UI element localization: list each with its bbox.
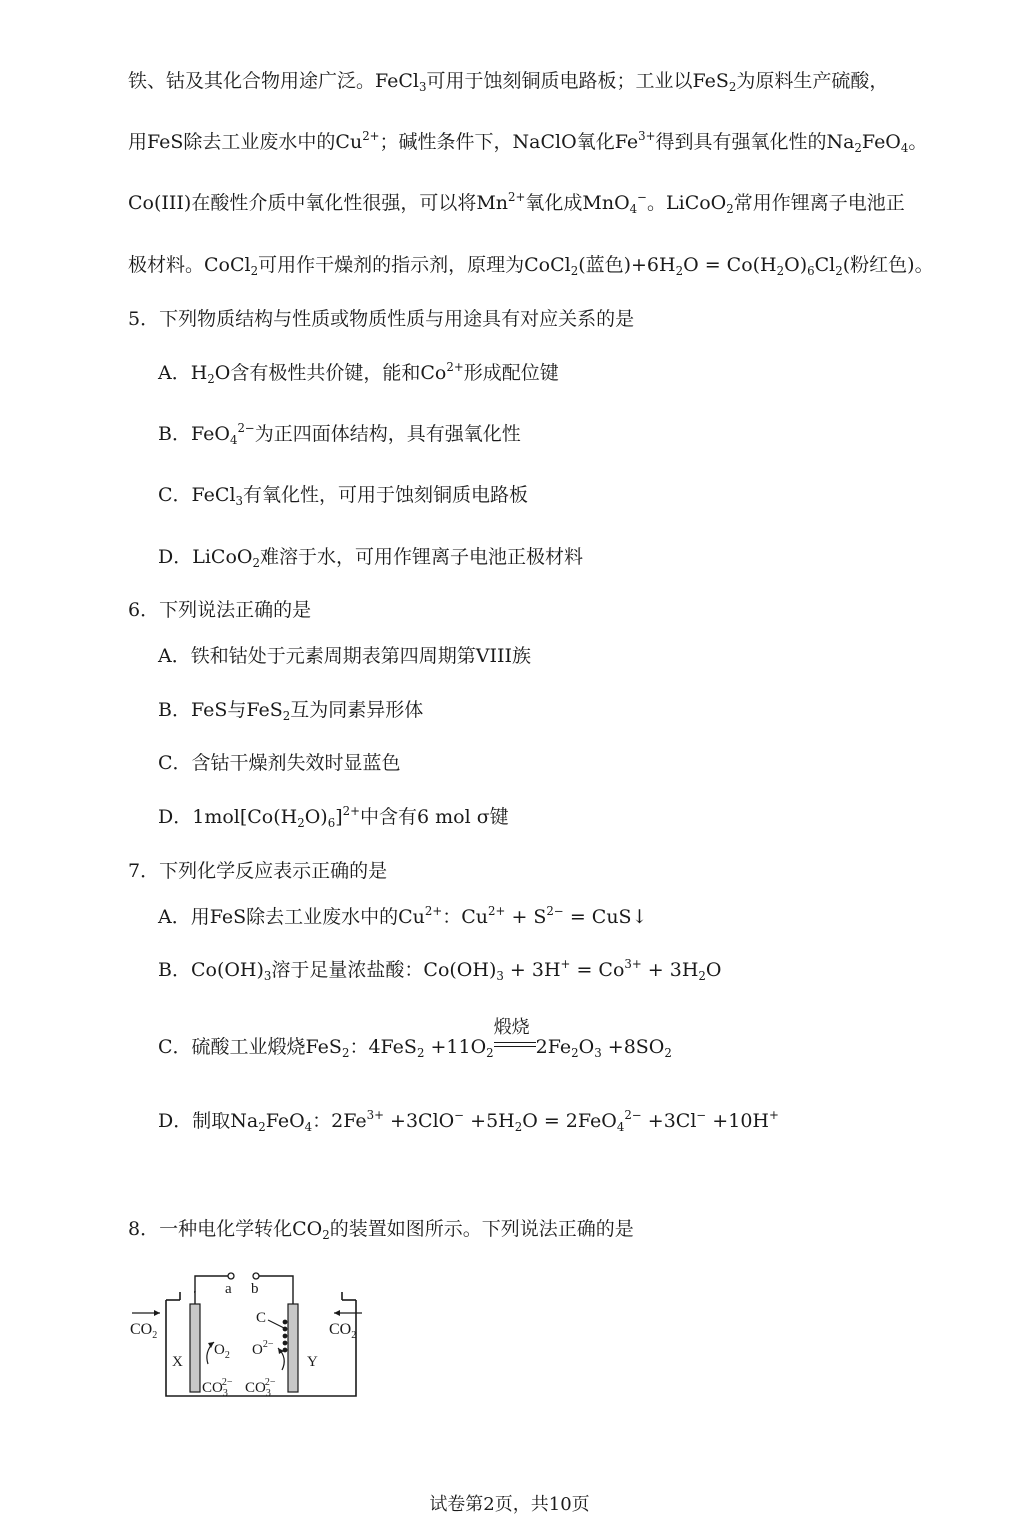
label-b: b (251, 1281, 259, 1297)
intro-line-4: 极材料。CoCl$_2$可用作干燥剂的指示剂，原理为CoCl$_2$(蓝色)$+6H_2O = Co(H_2O)_6Cl_2$(粉红色)。 (128, 254, 934, 279)
electrode-x (190, 1304, 200, 1392)
carbon-dot (283, 1334, 288, 1339)
carbon-dot (283, 1341, 288, 1346)
q6-option-b[interactable]: B．FeS与FeS$_2$互为同素异形体 (158, 699, 424, 724)
electrochemical-cell-diagram (128, 1262, 368, 1407)
label-a: a (225, 1281, 232, 1297)
carbon-dot (283, 1348, 288, 1353)
q6-option-d[interactable]: D．$1mol[Co(H_2O)_6]^{2+}$中含有6 mol σ键 (158, 803, 509, 831)
reaction-condition-arrow (493, 1017, 536, 1053)
label-y: Y (307, 1354, 318, 1370)
intro-line-3: Co(III)在酸性介质中氧化性很强，可以将$Mn^{2+}$氧化成MnO$_4$−。LiCoO$_2$常用作锂离子电池正 (128, 189, 905, 217)
q6-option-a[interactable]: A．铁和钴处于元素周期表第四周期第VIII族 (158, 645, 531, 667)
q6-option-c[interactable]: C．含钴干燥剂失效时显蓝色 (158, 752, 401, 774)
carbon-dot (283, 1327, 288, 1332)
q6-stem: 6．下列说法正确的是 (128, 599, 312, 621)
page-footer: 试卷第2页，共10页 (429, 1494, 590, 1515)
carbon-dot (283, 1320, 288, 1325)
wire-right (259, 1276, 293, 1304)
q5-option-b[interactable]: B．FeO$_4^{2-}$为正四面体结构，具有强氧化性 (158, 420, 521, 448)
intro-line-1: 铁、钴及其化合物用途广泛。FeCl$_3$可用于蚀刻铜质电路板；工业以FeS$_2$为原料生产硫酸， (128, 70, 889, 95)
q7-option-a[interactable]: A．用FeS除去工业废水中的$Cu^{2+}$：$Cu^{2+} + S^{2-}$ = CuS↓ (158, 903, 648, 928)
label-carbonate-right: $CO_32-$ (245, 1377, 276, 1399)
q7-option-c[interactable]: C．硫酸工业煅烧FeS$_2$：$4FeS_2 +11O_2$ 煅烧 $2Fe_2O_3 +8SO_2$ (158, 1017, 672, 1061)
wire-left (195, 1276, 228, 1292)
q5-stem: 5．下列物质结构与性质或物质性质与用途具有对应关系的是 (128, 308, 635, 330)
intro-line-2: 用FeS除去工业废水中的$Cu^{2+}$；碱性条件下，NaClO氧化$Fe^{3+}$得到具有强氧化性的$Na_2FeO_4$。 (128, 128, 928, 156)
label-oxide-ion: $O^{2-}$ (252, 1339, 274, 1358)
q8-stem: 8．一种电化学转化$CO_2$的装置如图所示。下列说法正确的是 (128, 1218, 634, 1243)
calcination-label: 煅烧 (493, 1017, 530, 1039)
co2-right-label: $CO_2$ (329, 1321, 357, 1341)
q7-stem: 7．下列化学反应表示正确的是 (128, 860, 388, 882)
electrode-y (288, 1304, 298, 1392)
label-o2: $O_2$ (214, 1342, 230, 1361)
terminal-b (253, 1273, 259, 1279)
terminal-a (228, 1273, 234, 1279)
co2-left-label: $CO_2$ (130, 1321, 158, 1341)
q7-option-d[interactable]: D．制取$Na_2FeO_4$：$2Fe^{3+} +3ClO^- +5H_2O = 2FeO_4^{2-} +3Cl^- +10H^+$ (158, 1107, 779, 1135)
q7-option-b[interactable]: B．$Co(OH)_3$溶于足量浓盐酸：$Co(OH)_3 + 3H^+ = Co^{3+} + 3H_2O$ (158, 956, 722, 984)
q5-option-c[interactable]: C．FeCl$_3$有氧化性，可用于蚀刻铜质电路板 (158, 484, 529, 509)
label-carbonate-left: $CO_32-$ (202, 1377, 233, 1399)
label-x: X (172, 1354, 183, 1370)
label-c: C (256, 1310, 267, 1326)
q5-option-d[interactable]: D．LiCoO$_2$难溶于水，可用作锂离子电池正极材料 (158, 546, 583, 571)
q5-option-a[interactable]: A．$H_2O$含有极性共价键，能和$Co^{2+}$形成配位键 (158, 359, 559, 387)
